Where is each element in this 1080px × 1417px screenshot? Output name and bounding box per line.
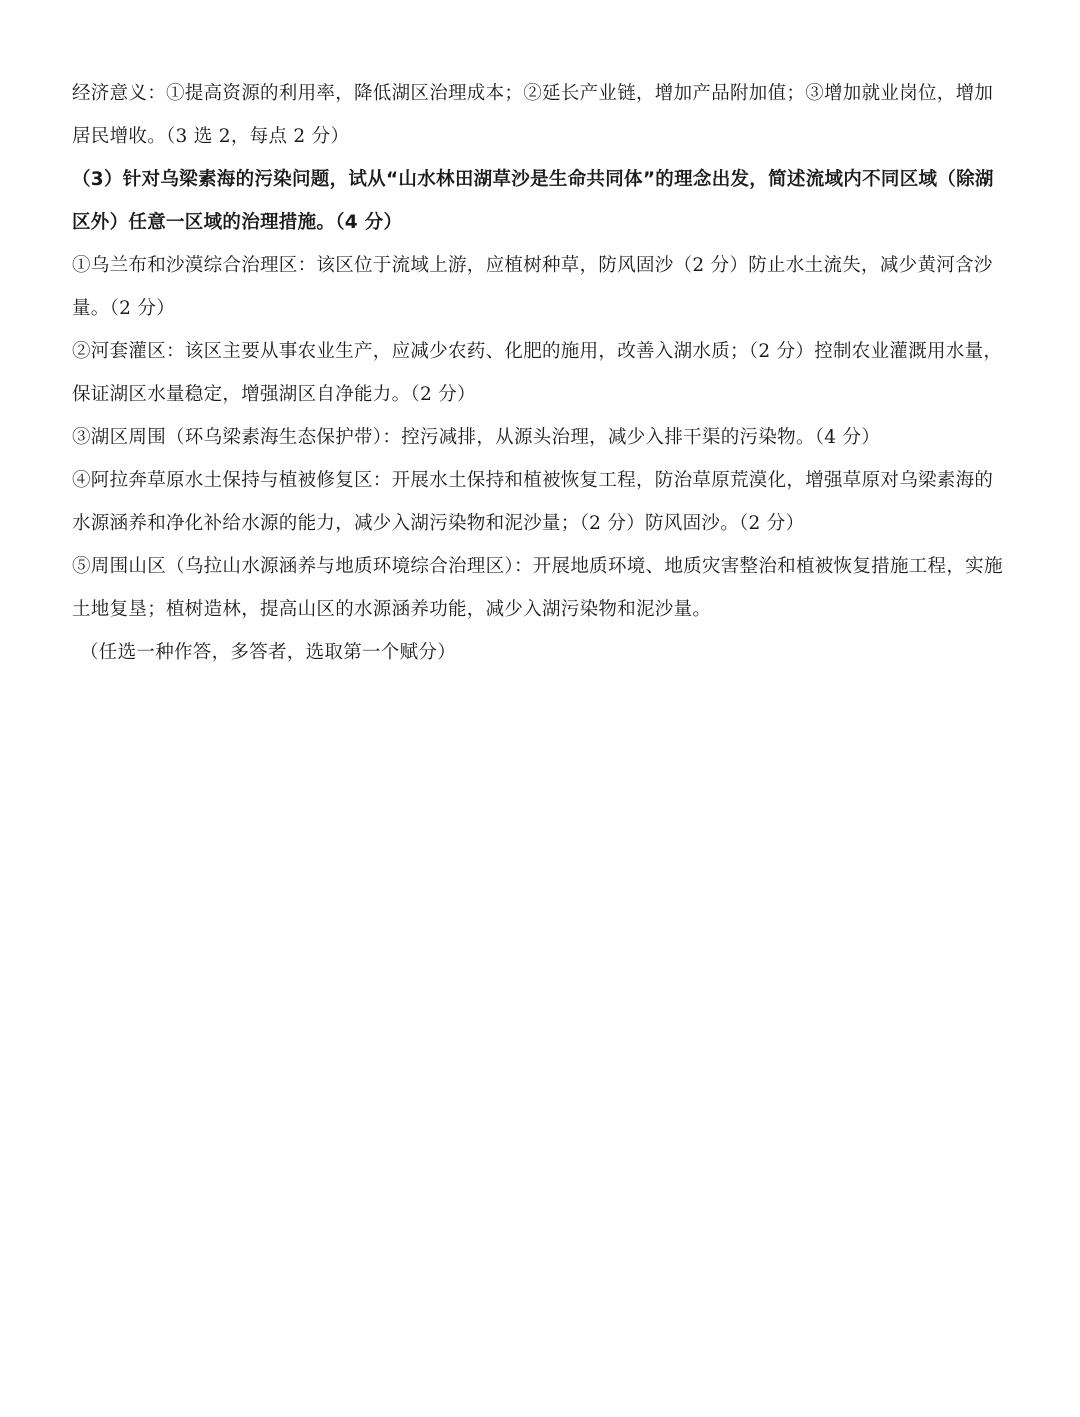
answer-5-line-2: 土地复垦；植树造林，提高山区的水源涵养功能，减少入湖污染物和泥沙量。: [72, 599, 712, 620]
scoring-note: （任选一种作答，多答者，选取第一个赋分）: [80, 642, 457, 663]
answer-4-line-2: 水源涵养和净化补给水源的能力，减少入湖污染物和泥沙量；（2 分）防风固沙。（2 分）: [72, 513, 805, 534]
answer-3-line-1: ③湖区周围（环乌梁素海生态保护带）：控污减排，从源头治理，减少入排干渠的污染物。（4 分）: [72, 427, 881, 448]
answer-4-line-1: ④阿拉奔草原水土保持与植被修复区：开展水土保持和植被恢复工程，防治草原荒漠化，增强草原对乌梁素海的: [72, 470, 994, 491]
answer-2-line-2: 保证湖区水量稳定，增强湖区自净能力。（2 分）: [72, 384, 476, 405]
answer-5-line-1: ⑤周围山区（乌拉山水源涵养与地质环境综合治理区）：开展地质环境、地质灾害整治和植被恢复措施工程，实施: [72, 556, 1003, 577]
question-3-line-2: 区外）任意一区域的治理措施。（4 分）: [72, 212, 403, 233]
answer-1-line-1: ①乌兰布和沙漠综合治理区：该区位于流域上游，应植树种草，防风固沙（2 分）防止水土流失，减少黄河含沙: [72, 255, 993, 276]
question-3-line-1: （3）针对乌梁素海的污染问题，试从“山水林田湖草沙是生命共同体”的理念出发，简述流域内不同区域（除湖: [72, 169, 994, 190]
economic-significance-line-2: 居民增收。（3 选 2，每点 2 分）: [72, 126, 350, 147]
answer-1-line-2: 量。（2 分）: [72, 298, 176, 319]
answer-2-line-1: ②河套灌区：该区主要从事农业生产，应减少农药、化肥的施用，改善入湖水质；（2 分）控制农业灌溉用水量，: [72, 341, 1003, 362]
economic-significance-line-1: 经济意义：①提高资源的利用率，降低湖区治理成本；②延长产业链，增加产品附加值；③增加就业岗位，增加: [72, 83, 994, 104]
document-body: [72, 72, 1012, 674]
